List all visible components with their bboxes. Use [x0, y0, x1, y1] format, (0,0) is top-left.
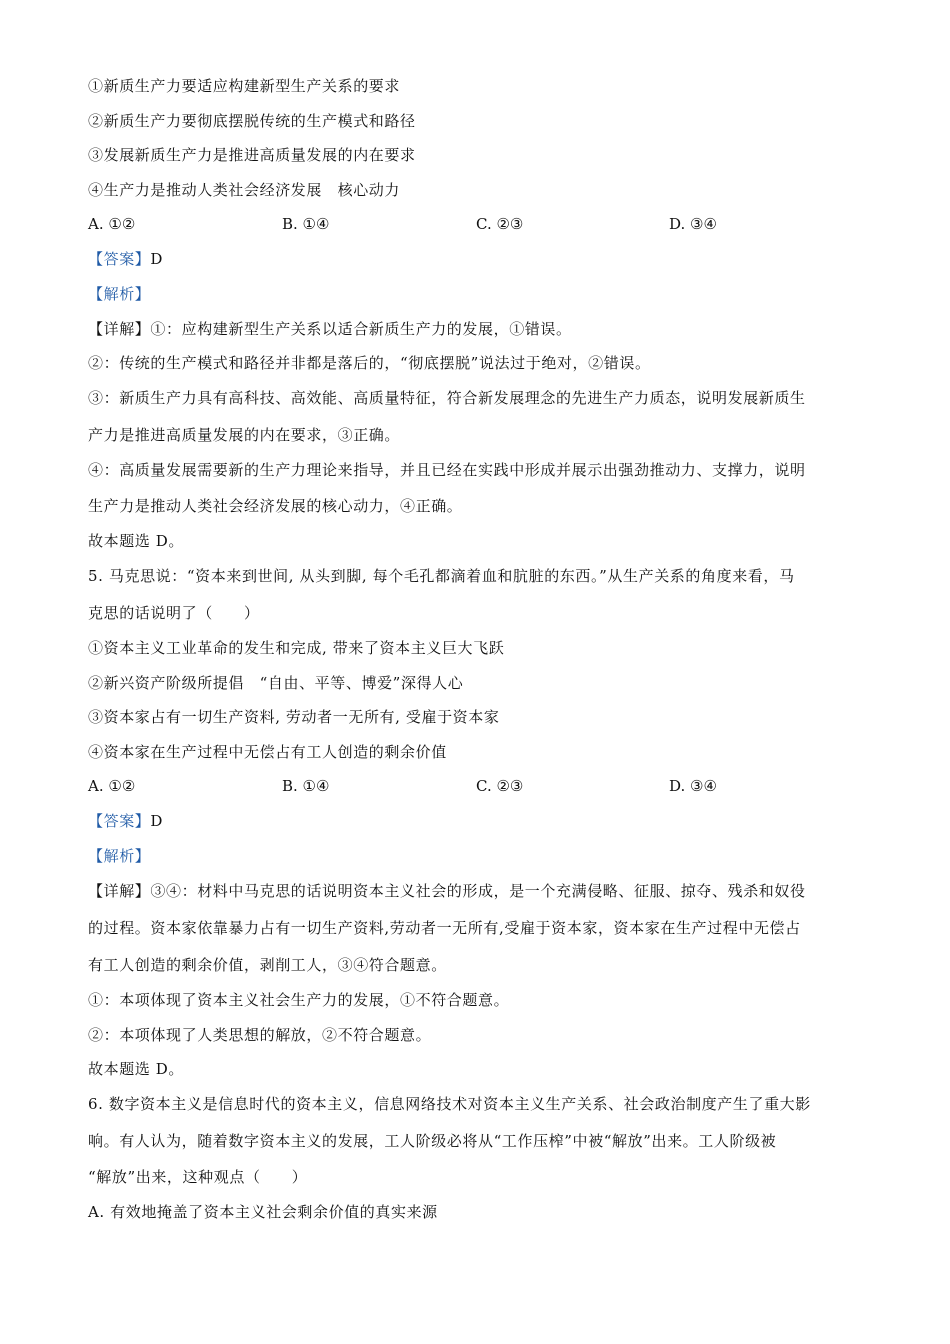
q5-option-b: B. ①④	[282, 777, 330, 795]
q4-detail-line-2: ②：传统的生产模式和路径并非都是落后的，“彻底摆脱”说法过于绝对，②错误。	[88, 354, 651, 372]
q5-detail-line-5: ②：本项体现了人类思想的解放，②不符合题意。	[88, 1026, 432, 1044]
q5-stem-line-2: 克思的话说明了（ ）	[88, 604, 260, 622]
q4-option-c: C. ②③	[476, 215, 524, 233]
q5-stem-line-1: 5. 马克思说：“资本来到世间, 从头到脚, 每个毛孔都滴着血和肮脏的东西。”从生产关系的角度来看，马	[88, 567, 795, 585]
q6-stem-line-2: 响。有人认为，随着数字资本主义的发展，工人阶级必将从“工作压榨”中被“解放”出来。工人阶级被	[88, 1132, 777, 1150]
q5-options	[88, 776, 848, 796]
q5-conclusion: 故本题选 D。	[88, 1060, 184, 1078]
q6-stem-line-3: “解放”出来，这种观点（ ）	[88, 1168, 308, 1186]
q6-option-a: A. 有效地掩盖了资本主义社会剩余价值的真实来源	[88, 1203, 438, 1221]
q4-statement-2: ②新质生产力要彻底摆脱传统的生产模式和路径	[88, 112, 416, 130]
q4-option-a: A. ①②	[88, 215, 136, 233]
q4-statement-4: ④生产力是推动人类社会经济发展 核心动力	[88, 181, 401, 199]
q4-statement-3: ③发展新质生产力是推进高质量发展的内在要求	[88, 146, 416, 164]
q5-option-c: C. ②③	[476, 777, 524, 795]
q4-answer	[88, 249, 163, 269]
q5-analysis-tag: 【解析】	[88, 847, 151, 865]
q5-statement-3: ③资本家占有一切生产资料, 劳动者一无所有, 受雇于资本家	[88, 708, 500, 726]
q4-options	[88, 214, 848, 234]
q5-statement-4: ④资本家在生产过程中无偿占有工人创造的剩余价值	[88, 743, 447, 761]
q4-answer-tag: 【答案】	[88, 250, 151, 268]
q5-statement-2: ②新兴资产阶级所提倡 “自由、平等、博爱”深得人心	[88, 674, 464, 692]
q5-detail-text-1: ③④：材料中马克思的话说明资本主义社会的形成，是一个充满侵略、征服、掠夺、残杀和奴役	[150, 882, 806, 900]
q5-answer-tag: 【答案】	[88, 812, 151, 830]
q5-detail-line-3: 有工人创造的剩余价值，剥削工人，③④符合题意。	[88, 956, 447, 974]
q4-detail-line-4: 产力是推进高质量发展的内在要求，③正确。	[88, 426, 401, 444]
q4-conclusion: 故本题选 D。	[88, 532, 184, 550]
q4-detail-line-3: ③：新质生产力具有高科技、高效能、高质量特征，符合新发展理念的先进生产力质态，说明发展新质生	[88, 389, 806, 407]
q4-statement-1: ①新质生产力要适应构建新型生产关系的要求	[88, 77, 401, 95]
q5-option-a: A. ①②	[88, 777, 136, 795]
q4-detail-line-5: ④：高质量发展需要新的生产力理论来指导，并且已经在实践中形成并展示出强劲推动力、支撑力，说明	[88, 461, 806, 479]
q5-detail-line-1	[88, 881, 806, 901]
q5-answer-value: D	[150, 812, 164, 830]
q4-detail-line-6: 生产力是推动人类社会经济发展的核心动力，④正确。	[88, 497, 463, 515]
q5-detail-line-2: 的过程。资本家依靠暴力占有一切生产资料,劳动者一无所有,受雇于资本家，资本家在生产过程中无偿占	[88, 919, 801, 937]
q4-option-b: B. ①④	[282, 215, 330, 233]
q5-statement-1: ①资本主义工业革命的发生和完成, 带来了资本主义巨大飞跃	[88, 639, 505, 657]
q5-detail-tag: 【详解】	[88, 882, 151, 900]
q4-detail-line-1	[88, 319, 572, 339]
q4-analysis-tag: 【解析】	[88, 285, 151, 303]
q4-answer-value: D	[150, 250, 164, 268]
q4-option-d: D. ③④	[669, 215, 717, 233]
q5-detail-line-4: ①：本项体现了资本主义社会生产力的发展，①不符合题意。	[88, 991, 510, 1009]
q5-answer	[88, 811, 163, 831]
q6-stem-line-1: 6. 数字资本主义是信息时代的资本主义，信息网络技术对资本主义生产关系、社会政治制度产生了重大影	[88, 1095, 811, 1113]
q4-detail-tag: 【详解】	[88, 320, 151, 338]
q5-option-d: D. ③④	[669, 777, 717, 795]
q4-detail-text-1: ①：应构建新型生产关系以适合新质生产力的发展，①错误。	[150, 320, 572, 338]
